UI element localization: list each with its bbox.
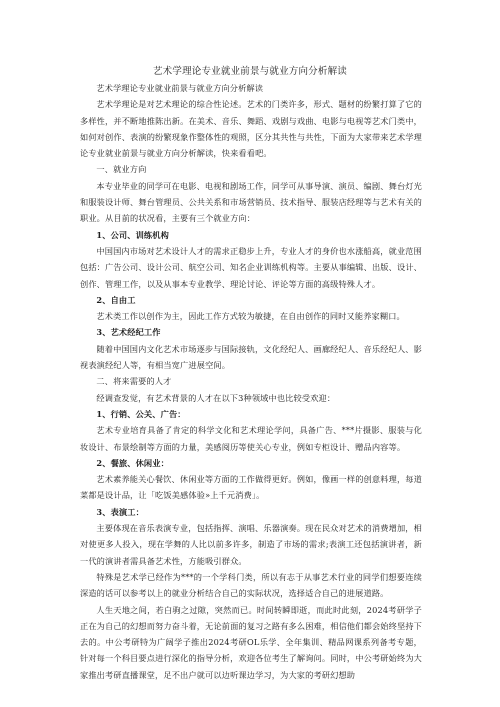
paragraph-p7: 2、自由工 [96, 294, 136, 305]
paragraph-p3: 一、就业方向 [96, 164, 147, 175]
paragraph-p11: 二、将来需要的人才 [96, 376, 172, 387]
document-body [80, 80, 422, 683]
paragraph-p16: 艺术素养能关心餐饮、休闲业等方面的工作做得更好。例如，像画一样的创意料理，每道菜都是设计品，让「吃饭美感体验»上千元消费」。 [80, 474, 422, 501]
page-title: 艺术学理论专业就业前景与就业方向分析解读 [152, 66, 347, 77]
paragraph-p4: 本专业毕业的同学可在电影、电视和剧场工作，同学可从事导演、演员、编剧、舞台灯光和服装设计师、舞台管理员、公共关系和市场营销员、技术指导、服装店经理等与艺术有关的职业。从目前的状况看，主要有三个就业方向： [80, 180, 422, 224]
paragraph-p14: 艺术专业培育具备了肯定的科学文化和艺术理论学问，具备广告、***片摄影、服装与化妆设计、布景绘制等方面的力量，美感阅历等使关心专业，例如专柜设计、赠品内容等。 [80, 425, 422, 452]
paragraph-p1: 艺术学理论专业就业前景与就业方向分析解读 [96, 83, 264, 93]
paragraph-p18: 主要体现在音乐表演专业，包括指挥、演唱、乐器演奏。现在民众对艺术的消费增加，相对使更多人投入，现在学舞的人比以前多许多，制造了市场的需求;表演工还包括演讲者，新一代的演讲者需具备艺术性，方能吸引群众。 [80, 523, 422, 566]
paragraph-p8: 艺术类工作以创作为主，因此工作方式较为敏捷，在自由创作的同时又能养家糊口。 [96, 311, 405, 322]
paragraph-p19: 特殊是艺术学已经作为***的一个学科门类，所以有志于从事艺术行业的同学们想要连续深造的话可以参考以上的就业分析结合自己的实际状况，选择适合自己的进展道路。 [80, 571, 422, 599]
paragraph-p6: 中国国内市场对艺术设计人才的需求正稳步上升，专业人才的身价也水涨船高，就业范围包括：广告公司、设计公司、航空公司、知名企业训练机构等。主要从事编辑、出版、设计、创作、管理工作，以及从事本专业教学、理论讨论、评论等方面的高级特殊人才。 [80, 245, 422, 289]
paragraph-p2: 艺术学理论是对艺术理论的综合性论述。艺术的门类许多，形式、题材的纷繁打算了它的多样性，并不断地推陈出新。在美术、音乐、舞蹈、戏剧与戏曲、电影与电视等艺术门类中，如何对创作、表演的纷繁现象作整体性的观照，区分其共性与共性，下面为大家带来艺术学理论专业就业前景与就业方向分析解读，快来看看吧。 [80, 99, 422, 159]
paragraph-p9: 3、艺术经纪工作 [96, 327, 161, 338]
paragraph-p17: 3、表演工： [96, 506, 144, 517]
paragraph-p12: 经调查发觉，有艺术背景的人才在以下3种领域中也比较受欢迎： [96, 392, 336, 403]
paragraph-p15: 2、餐旅、休闲业： [96, 457, 169, 468]
paragraph-p10: 随着中国国内文化艺术市场逐步与国际接轨，文化经纪人、画廊经纪人、音乐经纪人、影视表演经纪人等，有相当宽广进展空间。 [80, 343, 422, 371]
paragraph-p20: 人生天地之间，若白驹之过隙，突然而已。时间转瞬即逝，而此时此刻，2024考研学子正在为自己的幻想而努力奋斗着，无论前面的复习之路有多么困难，相信他们都会始终坚持下去的。中公考研特为广阔学子推出2024考研OL乐学、全年集训、精品网课系列备考专题，针对每一个科目要点进行深化的指导分析，欢迎各位考生了解询问。同时，中公考研始终为大家推出考研直播课堂，足不出户就可以边听课边学习，为大家的考研幻想助 [80, 604, 422, 680]
paragraph-p5: 1、公司、训练机构 [96, 229, 169, 240]
paragraph-p13: 1、行销、公关、广告： [96, 408, 186, 419]
